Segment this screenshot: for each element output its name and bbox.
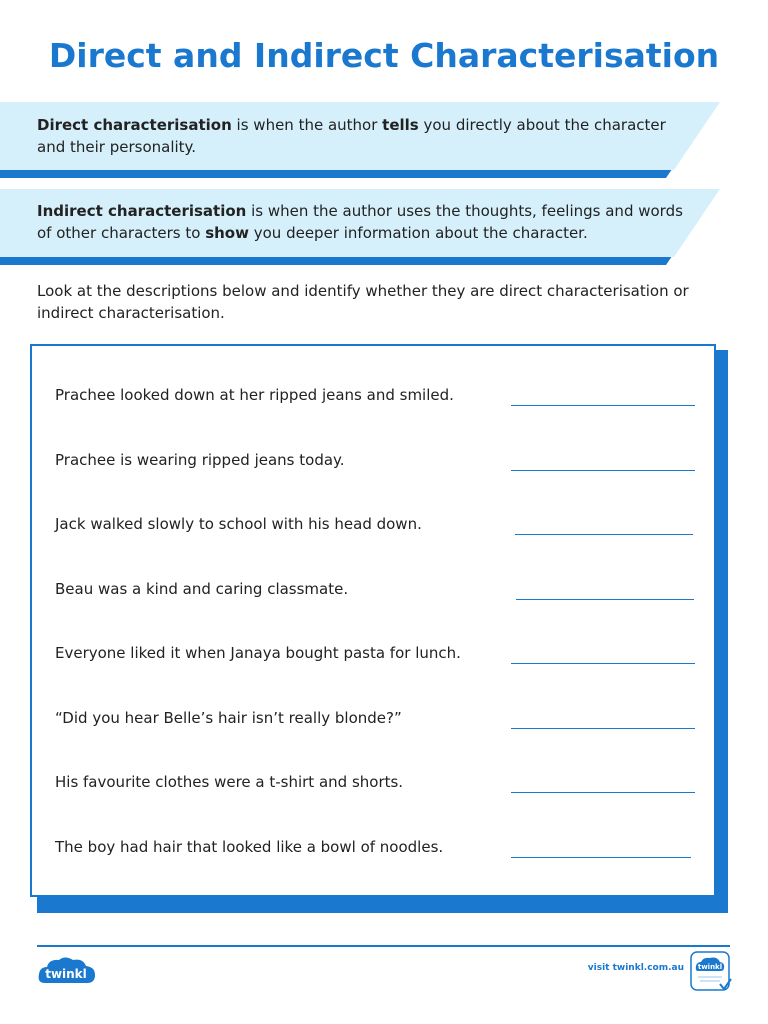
direct-characterisation-banner [0, 100, 720, 178]
direct-definition [37, 114, 687, 158]
answer-line[interactable] [516, 599, 694, 600]
statement-text: “Did you hear Belle’s hair isn’t really blonde?” [55, 709, 402, 727]
statement-row [55, 832, 695, 862]
answer-line[interactable] [515, 534, 693, 535]
statement-text: Beau was a kind and caring classmate. [55, 580, 349, 598]
statement-text: Jack walked slowly to school with his head down. [55, 515, 422, 533]
statement-row [55, 703, 695, 733]
cloud-icon [37, 955, 97, 987]
answer-line[interactable] [511, 857, 691, 858]
answer-line[interactable] [511, 470, 695, 471]
logo-text: twinkl [45, 967, 87, 981]
statement-text: Everyone liked it when Janaya bought pasta for lunch. [55, 644, 461, 662]
answer-line[interactable] [511, 663, 695, 664]
statement-text: Prachee looked down at her ripped jeans and smiled. [55, 386, 454, 404]
answer-line[interactable] [511, 728, 695, 729]
answer-line[interactable] [511, 792, 695, 793]
instructions: Look at the descriptions below and identify whether they are direct characterisation or indirect characterisation. [37, 282, 689, 322]
indirect-characterisation-banner [0, 187, 720, 265]
direct-keyword: tells [382, 116, 419, 134]
statement-row [55, 509, 695, 539]
direct-text-1: is when the author [231, 116, 383, 134]
statement-row [55, 574, 695, 604]
statement-text: The boy had hair that looked like a bowl of noodles. [55, 838, 444, 856]
indirect-keyword: show [205, 224, 249, 242]
statement-text: Prachee is wearing ripped jeans today. [55, 451, 345, 469]
indirect-term: Indirect characterisation [37, 202, 247, 220]
quality-badge [690, 951, 732, 993]
statement-row [55, 767, 695, 797]
badge-text: twinkl [697, 963, 723, 971]
badge-icon [690, 951, 732, 993]
indirect-text-2: you deeper information about the character. [248, 224, 588, 242]
website-url[interactable]: visit twinkl.com.au [587, 963, 684, 973]
statement-row [55, 445, 695, 475]
direct-text-2: you directly about the character and their personality. [37, 116, 666, 156]
indirect-text-1: is when the author uses the thoughts, feelings and words of other characters to [37, 202, 683, 242]
page-title: Direct and Indirect Characterisation [48, 36, 720, 75]
footer-divider [37, 945, 730, 947]
statement-text: His favourite clothes were a t-shirt and shorts. [55, 773, 404, 791]
statement-row [55, 380, 695, 410]
answer-line[interactable] [511, 405, 695, 406]
statement-row [55, 638, 695, 668]
twinkl-logo [37, 955, 97, 987]
statements-card [30, 344, 716, 897]
indirect-definition [37, 200, 687, 244]
direct-term: Direct characterisation [37, 116, 232, 134]
